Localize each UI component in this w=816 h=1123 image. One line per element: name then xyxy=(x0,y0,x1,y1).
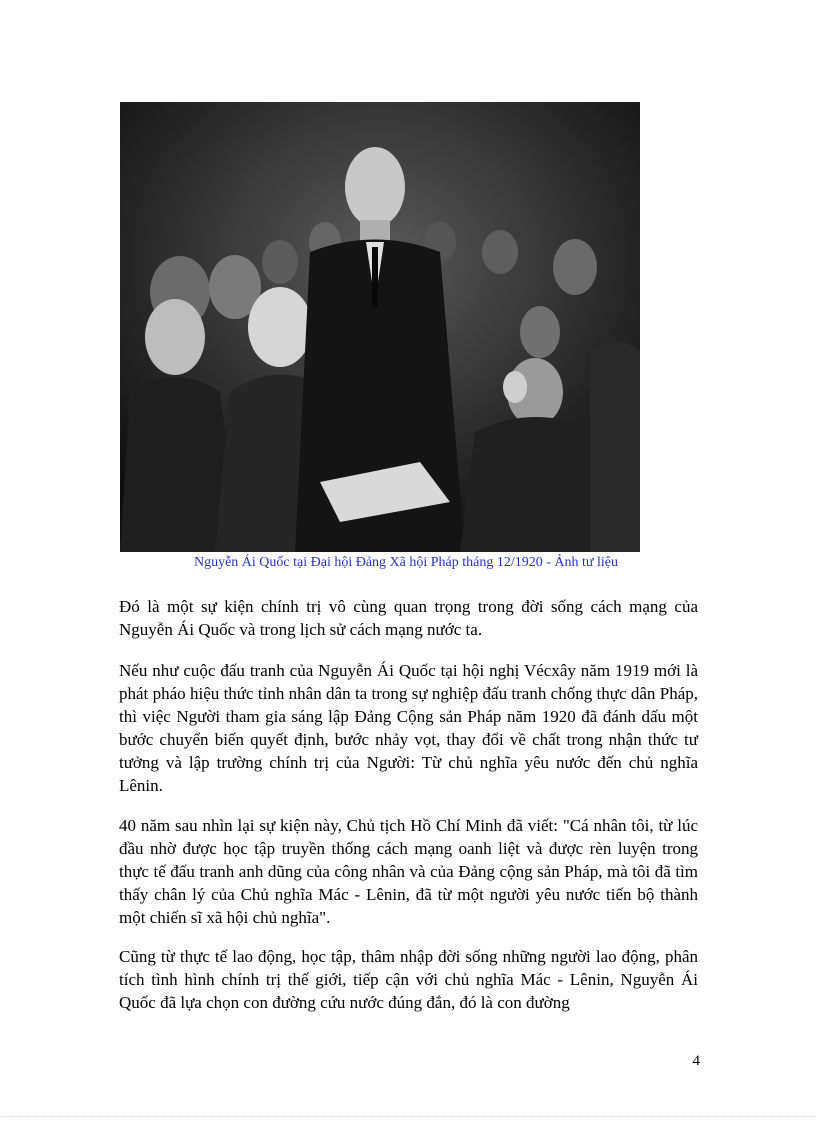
historical-photo xyxy=(120,102,640,552)
photo-caption: Nguyễn Ái Quốc tại Đại hội Đảng Xã hội Pháp tháng 12/1920 - Ảnh tư liệu xyxy=(193,555,619,570)
paragraph-1: Đó là một sự kiện chính trị vô cùng quan trọng trong đời sống cách mạng của Nguyễn Ái Quốc và trong lịch sử cách mạng nước ta. xyxy=(119,597,698,639)
paragraph-3: 40 năm sau nhìn lại sự kiện này, Chủ tịch Hồ Chí Minh đã viết: "Cá nhân tôi, từ lúc đầu nhờ được học tập truyền thống cách mạng oanh liệt và được rèn luyện trong thực tế đấu tranh anh dũng của công nhân và của Đảng cộng sản Pháp, mà tôi đã tìm thấy chân lý của Chủ nghĩa Mác - Lênin, đã từ một người yêu nước tiến bộ thành một chiến sĩ xã hội chủ nghĩa". xyxy=(119,816,698,927)
paragraph-2: Nếu như cuộc đấu tranh của Nguyễn Ái Quốc tại hội nghị Vécxây năm 1919 mới là phát pháo hiệu thức tỉnh nhân dân ta trong sự nghiệp đấu tranh chống thực dân Pháp, thì việc Người tham gia sáng lập Đảng Cộng sản Pháp năm 1920 đã đánh dấu một bước chuyển biến quyết định, bước nhảy vọt, thay đổi về chất trong nhận thức tư tưởng và lập trường chính trị của Người: Từ chủ nghĩa yêu nước đến chủ nghĩa Lênin. xyxy=(119,661,698,795)
page-bottom-divider xyxy=(0,1116,816,1117)
paragraph-4: Cũng từ thực tế lao động, học tập, thâm nhập đời sống những người lao động, phân tích tình hình chính trị thế giới, tiếp cận với chủ nghĩa Mác - Lênin, Nguyễn Ái Quốc đã lựa chọn con đường cứu nước đúng đắn, đó là con đường xyxy=(119,947,698,1012)
photo-illustration xyxy=(120,102,640,552)
page-number: 4 xyxy=(692,1053,700,1069)
